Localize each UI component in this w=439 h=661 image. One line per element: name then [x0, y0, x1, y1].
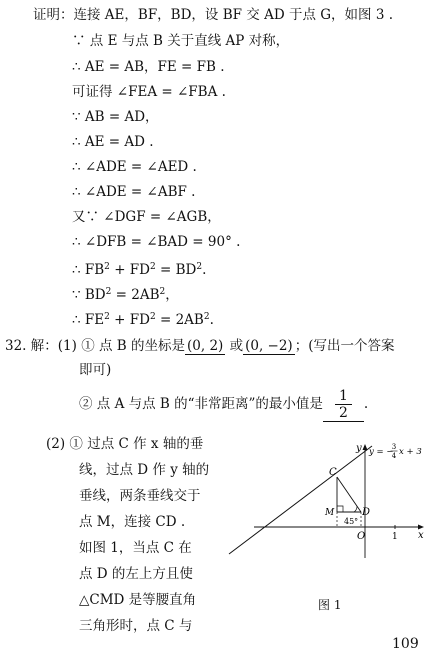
function-line — [229, 446, 372, 554]
right-angle-mark — [337, 506, 343, 512]
label-m: M — [325, 508, 335, 518]
proof-line-4: 可证得 ∠FEA = ∠FBA . — [72, 84, 226, 100]
figure-1 — [226, 440, 426, 560]
part2-line-1: (2) ① 过点 C 作 x 轴的垂 — [46, 436, 204, 452]
part2-line-5: 如图 1，当点 C 在 — [79, 540, 192, 556]
proof-line-10: ∴ ∠DFB = ∠BAD = 90° . — [72, 234, 241, 250]
svg-text:x + 3: x + 3 — [399, 447, 422, 457]
solution-part1b-line: ② 点 A 与点 B 的“非常距离”的最小值是 $\frac{1}{2}$ . — [79, 388, 369, 421]
proof-line-7: ∴ ∠ADE = ∠AED . — [72, 159, 197, 175]
answer-1: (0, 2) — [187, 338, 224, 354]
answer-blank — [323, 388, 364, 422]
part2-line-2: 线，过点 D 作 y 轴的 — [79, 462, 210, 478]
part2-line-8: 三角形时，点 C 与 — [79, 618, 193, 634]
part2-line-4: 点 M，连接 CD . — [79, 514, 186, 530]
label-one: 1 — [392, 532, 398, 542]
segment-cd — [337, 477, 361, 512]
label-d: D — [362, 507, 371, 518]
label-angle: 45° — [344, 517, 359, 526]
proof-line-8: ∴ ∠ADE = ∠ABF . — [72, 184, 196, 200]
part2-line-6: 点 D 的左上方且使 — [79, 566, 193, 582]
svg-text:4: 4 — [391, 452, 397, 460]
y-axis-arrow — [363, 444, 368, 450]
label-x: x — [418, 530, 424, 541]
label-y: y — [356, 443, 362, 454]
proof-line-9: 又∵ ∠DGF = ∠AGB， — [72, 209, 221, 225]
proof-line-6: ∴ AE = AD . — [72, 134, 154, 150]
page-number: 109 — [392, 636, 419, 652]
angle-arc — [354, 506, 357, 512]
x-axis-arrow — [418, 525, 424, 530]
problem-number: 32. — [5, 338, 27, 354]
figure-caption: 图 1 — [318, 598, 342, 612]
proof-line-12: ∵ $BD^2 = 2AB^2$， — [72, 287, 179, 303]
label-c: C — [329, 467, 337, 478]
answer-fraction: $\frac{1}{2}$ — [335, 388, 352, 421]
solution-part1-note-cont: 即可) — [79, 362, 112, 378]
label-origin: O — [357, 531, 366, 542]
proof-line-3: ∴ AE = AB，FE = FB . — [72, 59, 225, 75]
solution-part1-line: 32. 解：(1) ① 点 B 的坐标是 (0, 2) 或 (0, −2) ；(写出一个答案 — [5, 338, 395, 354]
answer-2: (0, −2) — [245, 338, 293, 354]
proof-line-2: ∵ 点 E 与点 B 关于直线 AP 对称， — [72, 33, 290, 49]
svg-text:3: 3 — [391, 443, 397, 451]
proof-line-5: ∵ AB = AD， — [72, 109, 159, 125]
proof-line-13: ∴ $FE^2 + FD^2 = 2AB^2$. — [72, 312, 214, 328]
part2-line-7: △CMD 是等腰直角 — [79, 592, 197, 608]
proof-line-1: 证明：连接 AE，BF，BD，设 BF 交 AD 于点 G，如图 3 . — [33, 7, 393, 23]
svg-text:y = −: y = − — [369, 447, 394, 457]
part2-line-3: 垂线，两条垂线交于 — [79, 488, 201, 504]
proof-line-11: ∴ $FB^2 + FD^2 = BD^2$. — [72, 262, 207, 278]
line-equation — [368, 443, 422, 460]
